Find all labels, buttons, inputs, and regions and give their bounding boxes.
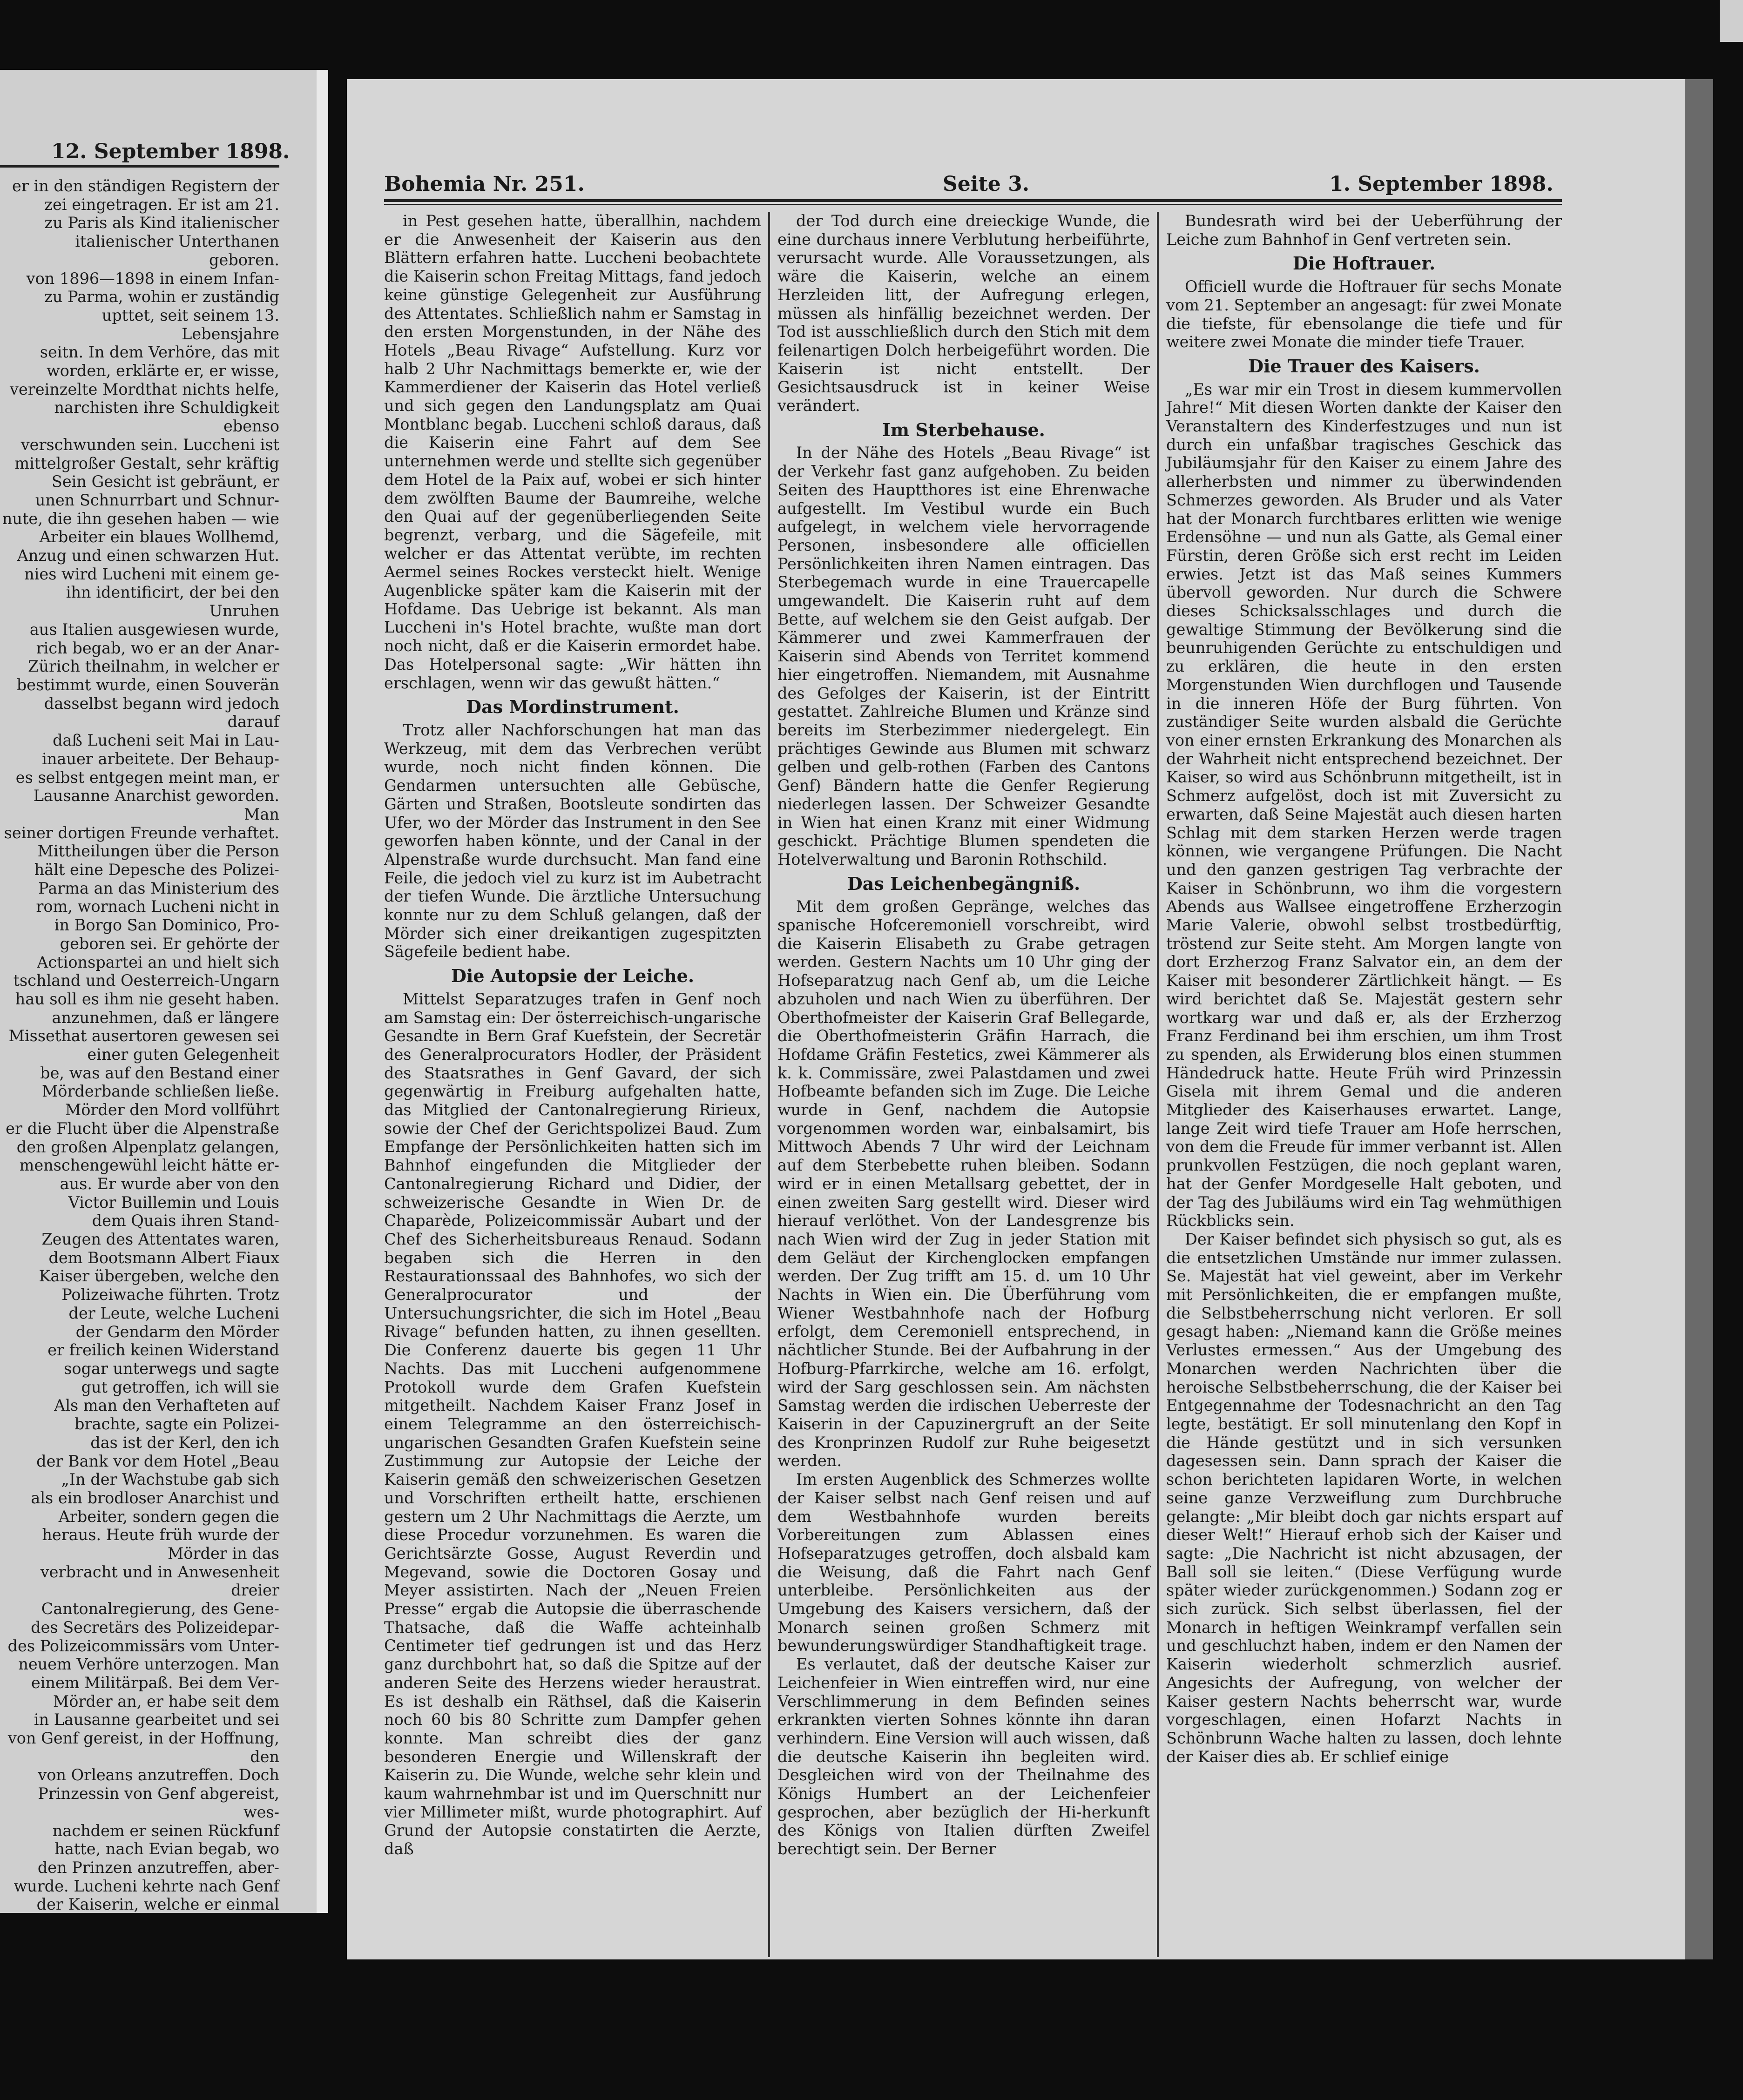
- left-page-line: gut getroffen, ich will sie: [81, 1378, 279, 1396]
- section-heading: Die Trauer des Kaisers.: [1248, 355, 1480, 377]
- corner-paper-scrap: [1720, 0, 1743, 42]
- left-page-line: Anzug und einen schwarzen Hut.: [17, 546, 279, 565]
- left-page-line: Missethat ausertoren gewesen sei: [8, 1027, 279, 1045]
- left-page-line: das ist der Kerl, den ich: [90, 1433, 279, 1452]
- left-page-line: Arbeiter, sondern gegen die: [58, 1507, 279, 1526]
- left-page-line: upttet, seit seinem 13. Lebensjahre: [101, 306, 279, 343]
- left-page-line: zei eingetragen. Er ist am 21.: [44, 195, 279, 214]
- left-page-line: der Kaiserin, welche er einmal: [36, 1895, 279, 1913]
- left-page-line: er freilich keinen Widerstand: [47, 1341, 279, 1360]
- left-page-line: einem Militärpaß. Bei dem Ver-: [31, 1673, 279, 1692]
- header-rule: [384, 199, 1562, 202]
- article-column-3: [1166, 212, 1562, 1766]
- left-page-line: dem Bootsmann Albert Fiaux: [48, 1248, 279, 1267]
- left-page-line: hält eine Depesche des Polizei-: [34, 861, 279, 879]
- left-page-line: zu Paris als Kind italienischer: [44, 214, 279, 232]
- left-page-line: wurde. Lucheni kehrte nach Genf: [14, 1877, 279, 1895]
- left-page-line: es selbst entgegen meint man, er: [15, 768, 279, 787]
- article-paragraph: Bundesrath wird bei der Ueberführung der Leiche zum Bahnhof in Genf vertreten sein.: [1166, 212, 1562, 249]
- left-page-line: Actionspartei an und hielt sich: [37, 953, 279, 971]
- issue-date: 1. September 1898.: [1329, 172, 1554, 196]
- left-page-line: des Polizeicommissärs vom Unter-: [7, 1636, 279, 1655]
- left-page-line: nies wird Lucheni mit einem ge-: [24, 565, 279, 583]
- left-page-line: heraus. Heute früh wurde der Mörder in das: [42, 1526, 279, 1563]
- left-page-line: in Borgo San Dominico, Pro-: [54, 916, 279, 935]
- left-page-line: zu Parma, wohin er zuständig: [44, 288, 279, 306]
- article-paragraph: Es verlautet, daß der deutsche Kaiser zur Leichenfeier in Wien eintreffen wird, nur eine Verschlimmerung in dem Befinden seines erkrankten vierten Sohnes könnte ihn daran verhindern. Eine Version will auch wissen, daß die deutsche Kaiserin ihn begleiten wird. Desgleichen wird von der Theilnahme des Königs Humbert an der Leichenfeier gesprochen, aber bezüglich der Hi-herkunft des Königs von Italien dürften Zweifel berechtigt sein. Der Berner: [777, 1655, 1150, 1858]
- left-page-line: vereinzelte Mordthat nichts helfe,: [10, 380, 279, 398]
- left-header-rule: [0, 165, 279, 168]
- article-paragraph: Mittelst Separatzuges trafen in Genf noch am Samstag ein: Der österreichisch-ungarische Gesandte in Bern Graf Kuefstein, der Secretär des Generalprocurators Hodler, der Präsident des Staatsrathes in Genf Gavard, der sich gegenwärtig in Freiburg aufgehalten hatte, das Mitglied der Cantonalregierung Ririeux, sowie der Chef der Gerichtspolizei Baud. Zum Empfange der Persönlichkeiten hatten sich im Bahnhof eingefunden die Mitglieder der Cantonalregierung Richard und Didier, der schweizerische Gesandte in Wien Dr. de Chaparède, Polizeicommissär Aubart und der Chef des Sicherheitsbureaus Renaud. Sodann begaben sich die Herren in den Restaurationssaal des Bahnhofes, wo sich der Generalprocurator und der Untersuchungsrichter, die sich im Hotel „Beau Rivage“ befunden hatten, zu ihnen gesellten. Die Conferenz dauerte bis gegen 11 Uhr Nachts. Das mit Luccheni aufgenommene Protokoll wurde dem Grafen Kuefstein mitgetheilt. Nachdem Kaiser Franz Josef in einem Telegramme an den österreichisch-ungarischen Gesandten Grafen Kuefstein seine Zustimmung zur Autopsie der Leiche der Kaiserin gemäß den schweizerischen Gesetzen und Vorschriften ertheilt hatte, erschienen gestern um 2 Uhr Nachmittags die Aerzte, um diese Procedur vorzunehmen. Es waren die Gerichtsärzte Gosse, August Reverdin und Megevand, sowie die Doctoren Gosay und Meyer assistirten. Nach der „Neuen Freien Presse“ ergab die Autopsie die überraschende Thatsache, daß die Waffe achteinhalb Centimeter tief gedrungen ist und das Herz ganz durchbohrt hat, so daß die Spitze auf der anderen Seite des Herzens wieder heraustrat. Es ist deshalb ein Räthsel, daß die Kaiserin noch 60 bis 80 Schritte zum Dampfer gehen konnte. Man schreibt dies der ganz besonderen Energie und Willenskraft der Kaiserin zu. Die Wunde, welche sehr klein und kaum wahrnehmbar ist und im Querschnitt nur vier Millimeter mißt, wurde photographirt. Auf Grund der Autopsie constatirten die Aerzte, daß: [384, 989, 761, 1858]
- left-page-line: nachdem er seinen Rückfunf: [52, 1821, 279, 1840]
- article-column-1: [384, 212, 761, 1858]
- left-page-line: dem Quais ihren Stand-: [92, 1212, 279, 1230]
- section-heading: Die Hoftrauer.: [1292, 253, 1436, 274]
- left-page-line: Zeugen des Attentates waren,: [41, 1230, 279, 1249]
- paper-title: Bohemia Nr. 251.: [384, 172, 585, 196]
- left-page-line: mittelgroßer Gestalt, sehr kräftig: [14, 454, 279, 472]
- left-page-line: Sein Gesicht ist gebräunt, er: [51, 472, 279, 491]
- left-page-edge: [317, 70, 328, 1913]
- article-paragraph: Im ersten Augenblick des Schmerzes wollte der Kaiser selbst nach Genf reisen und auf dem Westbahnhofe wurden bereits Vorbereitungen zum Ablassen eines Hofseparatzuges getroffen, doch alsbald kam die Weisung, daß die Fahrt nach Genf unterbleibe. Persönlichkeiten aus der Umgebung des Kaisers versichern, daß der Monarch seinen großen Schmerz mit bewunderungswürdiger Standhaftigkeit trage.: [777, 1470, 1150, 1655]
- left-page-line: Mörder an, er habe seit dem: [53, 1692, 279, 1710]
- left-page-line: aus. Er wurde aber von den: [60, 1174, 279, 1193]
- article-column-2: [777, 212, 1150, 1858]
- section-heading: Das Mordinstrument.: [466, 696, 679, 718]
- left-page-line: der Gendarm den Mörder: [75, 1322, 279, 1341]
- left-page-line: tschland und Oesterreich-Ungarn: [13, 971, 279, 990]
- left-page-line: von 1896—1898 in einem Infan-: [26, 269, 279, 288]
- left-page-line: Mörder den Mord vollführt: [65, 1101, 279, 1119]
- left-page-line: Mittheilungen über die Person: [37, 842, 279, 861]
- section-heading: Die Autopsie der Leiche.: [451, 965, 695, 987]
- left-page-line: Parma an das Ministerium des: [38, 879, 279, 897]
- left-page-line: Lausanne Anarchist geworden. Man: [33, 787, 279, 823]
- left-page-line: italienischer Unterthanen geboren.: [75, 232, 279, 269]
- left-page-line: anzunehmen, daß er längere: [52, 1008, 279, 1027]
- left-page-line: Kaiser übergeben, welche den: [39, 1267, 279, 1286]
- header-rule-thin: [384, 204, 1562, 205]
- left-page-column: [0, 177, 279, 1913]
- left-page-line: rich begab, wo er an der Anar-: [36, 639, 279, 657]
- left-page-line: seiner dortigen Freunde verhaftet.: [4, 823, 279, 842]
- left-page-line: Victor Buillemin und Louis: [68, 1193, 279, 1212]
- left-page-line: er die Flucht über die Alpenstraße: [6, 1119, 279, 1138]
- page-number: Seite 3.: [943, 172, 1030, 196]
- left-page-line: der Bank vor dem Hotel „Beau: [36, 1452, 279, 1470]
- left-page-line: von Genf gereist, in der Hoffnung, den: [7, 1729, 279, 1766]
- left-page-line: inauer arbeitete. Der Behaup-: [42, 749, 279, 768]
- article-paragraph: Trotz aller Nachforschungen hat man das Werkzeug, mit dem das Verbrechen verübt wurde, noch nicht finden können. Die Gendarmen untersuchten alle Gebüsche, Gärten und Straßen, Bootsleute sondirten das Ufer, wo der Mörder das Instrument in den See geworfen haben könnte, und der Canal in der Alpenstraße wurde durchsucht. Man fand eine Feile, die jedoch viel zu kurz ist im Aubetracht der tiefen Wunde. Die ärztliche Untersuchung konnte nur zu dem Schluß gelangen, daß der Mörder sich einer dreikantigen zugespitzten Sägefeile bedient habe.: [384, 720, 761, 961]
- left-page-line: Mörderbande schließen ließe.: [42, 1082, 279, 1101]
- article-paragraph: Mit dem großen Gepränge, welches das spanische Hofceremoniell vorschreibt, wird die Kaiserin Elisabeth zu Grabe getragen werden. Gestern Nachts um 10 Uhr ging der Hofseparatzug nach Genf ab, um die Leiche abzuholen und nach Wien zu überführen. Der Oberthofmeister der Kaiserin Graf Bellegarde, die Oberthofmeisterin Gräfin Harrach, die Hofdame Gräfin Festetics, zwei Kämmerer als k. k. Commissäre, zwei Palastdamen und zwei Hofbeamte befanden sich im Zuge. Die Leiche wurde in Genf, nachdem die Autopsie vorgenommen worden war, einbalsamirt, bis Mittwoch Abends 7 Uhr wird der Leichnam auf dem Sterbebette ruhen bleiben. Sodann wird er in einen Metallsarg gebettet, der in einen zweiten Sarg gestellt wird. Dieser wird hierauf verlöthet. Von der Landesgrenze bis nach Wien wird der Zug in jeder Station mit dem Geläut der Kirchenglocken empfangen werden. Der Zug trifft am 15. d. um 10 Uhr Nachts in Wien ein. Die Überführung vom Wiener Westbahnhofe nach der Hofburg erfolgt, dem Ceremoniell entsprechend, in nächtlicher Stunde. Bei der Aufbahrung in der Hofburg-Pfarrkirche, welche am 16. erfolgt, wird der Sarg geschlossen sein. Am nächsten Samstag werden die irdischen Ueberreste der Kaiserin in der Capuzinergruft an der Seite des Kronprinzen Rudolf zur Ruhe beigesetzt werden.: [777, 897, 1150, 1470]
- left-page-line: brachte, sagte ein Polizei-: [74, 1415, 279, 1434]
- left-page-line: Prinzessin von Genf abgereist, wes-: [38, 1784, 279, 1821]
- left-page-line: verschwunden sein. Luccheni ist: [20, 435, 279, 454]
- left-page-line: ihn identificirt, der bei den Unruhen: [66, 583, 279, 620]
- article-paragraph: Der Kaiser befindet sich physisch so gut, als es die entsetzlichen Umstände nur immer zulassen. Se. Majestät hat viel geweint, aber im Verkehr mit Persönlichkeiten, die er empfangen mußte, die Selbstbeherrschung nicht verloren. Er soll gesagt haben: „Niemand kann die Größe meines Verlustes ermessen.“ Aus der Umgebung des Monarchen werden Nachrichten über die heroische Selbstbeherrschung, die der Kaiser bei Entgegennahme der Todesnachricht an den Tag legte, bestätigt. Er soll minutenlang den Kopf in die Hände gestützt und in sich versunken dagesessen sein. Dann sprach der Kaiser die schon berichteten lapidaren Worte, in welchen seine ganze Verzweiflung zum Durchbruche gelangte: „Mir bleibt doch gar nichts erspart auf dieser Welt!“ Hierauf erhob sich der Kaiser und sagte: „Die Nachricht ist nicht abzusagen, der Ball soll sie leiten.“ (Diese Verfügung wurde später wieder zurückgenommen.) Sodann zog er sich zurück. Sich selbst überlassen, fiel der Monarch in heftigen Weinkrampf verfallen sein und geschluchzt haben, indem er den Namen der Kaiserin wiederholt schmerzlich ausrief. Angesichts der Aufregung, von welcher der Kaiser gestern Nachts beherrscht war, wurde vorgeschlagen, einen Hofarzt Nachts in Schönbrunn Wache halten zu lassen, doch lehnte der Kaiser dies ab. Er schlief einige: [1166, 1230, 1562, 1766]
- left-page-line: Als man den Verhafteten auf: [54, 1396, 279, 1415]
- left-page-line: Polizeiwache führten. Trotz: [61, 1286, 279, 1304]
- left-page-line: geboren sei. Er gehörte der: [60, 934, 279, 953]
- left-page-line: des Secretärs des Polizeidepar-: [31, 1618, 279, 1636]
- article-paragraph: der Tod durch eine dreieckige Wunde, die eine durchaus innere Verblutung herbeiführte, verursacht wurde. Alle Voraussetzungen, als wäre die Kaiserin, welche an einem Herzleiden litt, der Aufregung erlegen, müssen als hinfällig bezeichnet werden. Der Tod ist ausschließlich durch den Stich mit dem feilenartigen Dolch herbeigeführt worden. Die Kaiserin ist nicht entstellt. Der Gesichtsausdruck ist in keiner Weise verändert.: [777, 212, 1150, 415]
- left-page-line: von Orleans anzutreffen. Doch: [38, 1766, 279, 1784]
- left-page-line: verbracht und in Anwesenheit dreier: [40, 1562, 279, 1600]
- left-page-line: einer guten Gelegenheit: [87, 1045, 279, 1064]
- article-paragraph: „Es war mir ein Trost in diesem kummervollen Jahre!“ Mit diesen Worten dankte der Kaiser den Veranstaltern des Kinderfestzuges und nun ist durch ein unfaßbar tragisches Geschick das Jubiläumsjahr für den Kaiser zu einem Jahre des allerherbsten und nimmer zu überwindenden Schmerzes geworden. Als Bruder und als Vater hat der Monarch furchtbares erlitten wie wenige Erdensöhne — und nun als Gatte, als Gemal einer Fürstin, deren Größe sich erst recht im Leiden erwies. Jetzt ist das Maß seines Kummers übervoll geworden. Nur durch die Schwere dieses Schicksalsschlages und durch die gewaltige Stimmung der Bevölkerung sind die beunruhigenden Gerüchte zu entschuldigen und zu erklären, die heute in den ersten Morgenstunden Wien durchflogen und Tausende in die inneren Höfe der Burg führten. Von zuständiger Seite wurden alsbald die Gerüchte von einer ernsten Erkrankung des Monarchen als der Wahrheit nicht entsprechend bezeichnet. Der Kaiser, so wird aus Schönbrunn mitgetheilt, ist in Schmerz aufgelöst, doch ist mit Zuversicht zu erwarten, daß Seine Majestät auch diesen harten Schlag mit dem starken Herzen werde tragen können, wie vergangene Prüfungen. Die Nacht und den ganzen gestrigen Tag verbrachte der Kaiser in Schönbrunn, wo ihm die vorgestern Abends aus Wallsee eingetroffene Erzherzogin Marie Valerie, obwohl selbst trostbedürftig, tröstend zur Seite steht. Am Morgen langte von dort Erzherzog Franz Salvator ein, an dem der Kaiser mit besonderer Zärtlichkeit hängt. — Es wird berichtet daß Se. Majestät gestern sehr wortkarg war und daß er, als der Erzherzog Franz Ferdinand bei ihm erschien, um ihm Trost zu spenden, als Erwiderung blos einen stummen Händedruck hatte. Heute Früh wird Prinzessin Gisela mit ihrem Gemal und die anderen Mitglieder des Kaiserhauses erwartet. Lange, lange Zeit wird tiefe Trauer am Hofe herrschen, von dem die Freude für immer verbannt ist. Allen prunkvollen Festzügen, die noch geplant waren, hat der Genfer Mordgeselle Halt geboten, und der Tag des Jubiläums wird ein Tag wehmüthigen Rückblicks sein.: [1166, 380, 1562, 1230]
- left-page-line: in Lausanne gearbeitet und sei: [34, 1710, 279, 1729]
- article-paragraph: In der Nähe des Hotels „Beau Rivage“ ist der Verkehr fast ganz aufgehoben. Zu beiden Seiten des Hauptthores ist eine Ehrenwache aufgestellt. Im Vestibul wurde ein Buch aufgelegt, in welchem viele hervorragende Personen, insbesondere alle officiellen Persönlichkeiten ihren Namen eintragen. Das Sterbegemach wurde in eine Trauercapelle umgewandelt. Die Kaiserin ruht auf dem Bette, auf welchem sie den Geist aufgab. Der Kämmerer und zwei Kammerfrauen der Kaiserin sind Abends von Territet kommend hier eingetroffen. Niemandem, mit Ausnahme des Gefolges der Kaiserin, ist der Eintritt gestattet. Zahlreiche Blumen und Kränze sind bereits im Sterbezimmer niedergelegt. Ein prächtiges Gewinde aus Blumen mit schwarz gelben und gelb-rothen (Farben des Cantons Genf) Bändern hatte die Genfer Regierung niederlegen lassen. Der Schweizer Gesandte in Wien hat einen Kranz mit einer Widmung geschickt. Prächtige Blumen spendeten die Hotelverwaltung und Baronin Rothschild.: [777, 444, 1150, 868]
- left-page-line: der Leute, welche Lucheni: [68, 1304, 279, 1322]
- left-page-line: hau soll es ihm nie geseht haben.: [15, 989, 279, 1008]
- article-paragraph: Officiell wurde die Hoftrauer für sechs Monate vom 21. September an angesagt: für zwei Monate die tiefste, für ebensolange die tiefe und für weitere zwei Monate die minder tiefe Trauer.: [1166, 277, 1562, 351]
- left-page-line: bestimmt wurde, einen Souverän: [16, 675, 279, 694]
- left-page-line: er in den ständigen Registern der: [12, 177, 279, 195]
- left-page: [0, 70, 328, 1913]
- article-paragraph: in Pest gesehen hatte, überallhin, nachdem er die Anwesenheit der Kaiserin aus den Blättern erfahren hatte. Luccheni beobachtete die Kaiserin schon Freitag Mittags, fand jedoch keine günstige Gelegenheit zur Ausführung des Attentates. Schließlich nahm er Samstag in den ersten Morgenstunden, in der Nähe des Hotels „Beau Rivage“ Aufstellung. Kurz vor halb 2 Uhr Nachmittags bemerkte er, wie der Kammerdiener der Kaiserin das Hotel verließ und sich gegen den Landungsplatz am Quai Montblanc begab. Luccheni schloß daraus, daß die Kaiserin eine Fahrt auf dem See unternehmen werde und stellte sich gegenüber dem Hotel de la Paix auf, wobei er sich hinter dem zwölften Baume der Baumreihe, welche den Quai auf der gegenüberliegenden Seite begrenzt, verbarg, und die Sägefeile, mit welcher er das Attentat verübte, im rechten Aermel seines Rockes versteckt hielt. Wenige Augenblicke später kam die Kaiserin mit der Hofdame. Das Uebrige ist bekannt. Als man Luccheni in's Hotel brachte, wußte man dort noch nicht, daß er die Kaiserin ermordet habe. Das Hotelpersonal sagte: „Wir hätten ihn erschlagen, wenn wir das gewußt hätten.“: [384, 212, 761, 692]
- left-page-line: rom, wornach Lucheni nicht in: [36, 897, 279, 916]
- left-page-line: hatte, nach Evian begab, wo: [54, 1840, 279, 1858]
- column-divider-2: [1157, 212, 1159, 1957]
- left-page-date: 12. September 1898.: [51, 140, 290, 163]
- left-page-line: aus Italien ausgewiesen wurde,: [29, 620, 279, 639]
- left-page-line: unen Schnurrbart und Schnur-: [35, 491, 279, 509]
- left-page-line: sogar unterwegs und sagte: [64, 1360, 279, 1378]
- left-page-line: worden, erklärte er, er wisse,: [47, 362, 279, 380]
- left-page-line: „In der Wachstube gab sich: [61, 1470, 279, 1489]
- left-page-line: narchisten ihre Schuldigkeit ebenso: [54, 398, 279, 436]
- page-edge-shadow: [1685, 79, 1713, 1959]
- left-page-line: daß Lucheni seit Mai in Lau-: [53, 731, 279, 750]
- left-page-line: nute, die ihn gesehen haben — wie: [2, 509, 279, 528]
- left-page-line: Zürich theilnahm, in welcher er: [28, 657, 279, 676]
- left-page-line: be, was auf den Bestand einer: [40, 1063, 279, 1082]
- left-page-line: Arbeiter ein blaues Wollhemd,: [39, 528, 279, 546]
- column-divider-1: [768, 212, 770, 1957]
- left-page-line: neuem Verhöre unterzogen. Man: [18, 1655, 279, 1674]
- left-page-line: den großen Alpenplatz gelangen,: [16, 1138, 279, 1156]
- left-page-line: menschengewühl leicht hätte er-: [19, 1156, 279, 1175]
- left-page-line: den Prinzen anzutreffen, aber-: [37, 1858, 279, 1877]
- left-page-line: seitn. In dem Verhöre, das mit: [40, 343, 279, 362]
- right-page: [347, 79, 1685, 1959]
- left-page-line: Cantonalregierung, des Gene-: [41, 1600, 279, 1618]
- section-heading: Das Leichenbegängniß.: [847, 873, 1081, 894]
- left-page-line: dasselbst begann wird jedoch darauf: [44, 694, 279, 731]
- left-page-line: als ein brodloser Anarchist und: [31, 1488, 279, 1507]
- section-heading: Im Sterbehause.: [882, 419, 1045, 440]
